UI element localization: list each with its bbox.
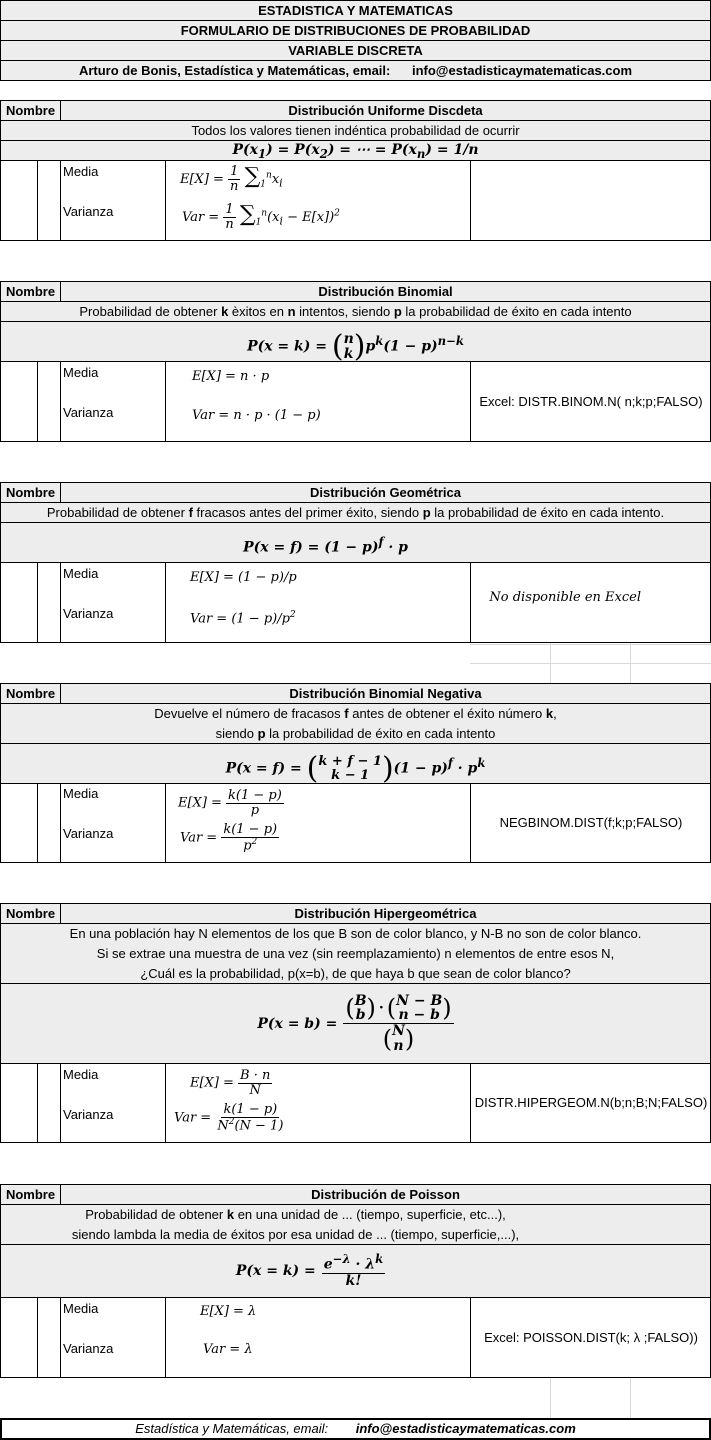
section-description: Devuelve el número de fracasos f antes de obtener el éxito número k, siendo p la probabilidad de éxito en cada intento — [0, 703, 711, 744]
section-description: Todos los valores tienen indéntica probabilidad de ocurrir — [0, 120, 711, 141]
section-description: En una población hay N elementos de los que B son de color blanco, y N-B no son de color blanco. Si se extrae una muestra de una vez (sin reemplazamiento) n elementos de entre esos N, ¿Cuál es la probabilidad, p(x=b), de que haya b que sean de color blanco? — [0, 923, 711, 984]
media-label: Media — [63, 164, 99, 179]
section-title: Distribución Hipergeométrica — [60, 903, 711, 924]
section-title: Distribución Binomial — [60, 281, 711, 302]
excel-function: DISTR.HIPERGEOM.N(b;n;B;N;FALSO) — [474, 1095, 708, 1110]
section-title: Distribución Binomial Negativa — [60, 683, 711, 704]
nombre-label: Nombre — [0, 683, 61, 704]
excel-function: Excel: POISSON.DIST(k; λ ;FALSO)) — [484, 1330, 698, 1345]
section-description: Probabilidad de obtener f fracasos antes del primer éxito, siendo p la probabilidad de éxito en cada intento. — [0, 502, 711, 523]
media-label: Media — [63, 566, 99, 581]
mean-formula: E[X] = $\frac{1}{n}$ $\sum_1^nx_i$ — [180, 164, 283, 194]
excel-function: No disponible en Excel — [489, 590, 641, 605]
section-binomial — [0, 281, 711, 442]
nombre-label: Nombre — [0, 903, 61, 924]
footer — [0, 1418, 711, 1440]
varianza-label: Varianza — [63, 606, 114, 621]
media-label: Media — [63, 786, 99, 801]
section-hipergeometrica — [0, 903, 711, 1143]
mean-formula: E[X] = $\frac{k(1 - p)}{p}$ — [178, 788, 282, 818]
variance-formula: Var = $\frac{1}{n}$ $\sum_1^n(x_i - E[x])^2$ — [182, 202, 340, 232]
section-title: Distribución Uniforme Discdeta — [60, 100, 711, 121]
section-title: Distribución de Poisson — [60, 1184, 711, 1205]
probability-formula: P(x = k) = ( n k ) $p^k(1 - p)^{n-k}$ — [0, 321, 711, 362]
title-line-2: FORMULARIO DE DISTRIBUCIONES DE PROBABILIDAD — [0, 20, 711, 41]
nombre-label: Nombre — [0, 1184, 61, 1205]
nombre-label: Nombre — [0, 281, 61, 302]
mean-formula: E[X] = $\frac{B \cdot n}{N}$ — [190, 1068, 271, 1098]
variance-formula: Var = $(1 - p)/p^2$ — [190, 610, 296, 627]
author-text: Arturo de Bonis, Estadística y Matemáticas, email: — [78, 63, 391, 78]
variance-formula: Var = n · p · (1 − p) — [192, 408, 321, 423]
varianza-label: Varianza — [63, 405, 114, 420]
varianza-label: Varianza — [63, 1341, 114, 1356]
section-geometrica — [0, 482, 711, 643]
probability-formula: P(x = k) = $\frac{e^{-\lambda} \cdot \lambda^k}{k!}$ — [0, 1244, 711, 1298]
variance-formula: Var = $\frac{k(1 - p)}{p^2}$ — [180, 822, 278, 853]
varianza-label: Varianza — [63, 826, 114, 841]
mean-formula: E[X] = (1 − p)/p — [190, 570, 297, 585]
title-line-1: ESTADISTICA Y MATEMATICAS — [0, 0, 711, 21]
section-description: Probabilidad de obtener k en una unidad de ... (tiempo, superficie, etc...), siendo lambda la media de éxitos por esa unidad de ... (tiempo, superficie,...), — [0, 1204, 711, 1245]
author-email[interactable]: info@estadisticaymatematicas.com — [411, 63, 633, 78]
probability-formula: P(x = f) = ( k + f − 1 k − 1 ) $(1 - p)^f \cdot p^k$ — [0, 743, 711, 784]
title-line-3: VARIABLE DISCRETA — [0, 40, 711, 61]
section-binomial-negativa — [0, 683, 711, 863]
variance-formula: Var = $\frac{k(1 - p)}{N^2(N - 1)}$ — [174, 1102, 284, 1133]
section-poisson — [0, 1184, 711, 1378]
excel-function: Excel: DISTR.BINOM.N( n;k;p;FALSO) — [479, 394, 703, 409]
media-label: Media — [63, 1067, 99, 1082]
varianza-label: Varianza — [63, 1107, 114, 1122]
nombre-label: Nombre — [0, 100, 61, 121]
mean-formula: E[X] = n · p — [192, 369, 270, 384]
nombre-label: Nombre — [0, 482, 61, 503]
footer-text: Estadística y Matemáticas, email: — [135, 1421, 329, 1436]
section-description: Probabilidad de obtener k èxitos en n intentos, siendo p la probabilidad de éxito en cada intento — [0, 301, 711, 322]
varianza-label: Varianza — [63, 204, 114, 219]
media-label: Media — [63, 1301, 99, 1316]
excel-function — [471, 160, 711, 241]
mean-formula: E[X] = λ — [200, 1304, 257, 1319]
footer-email[interactable]: info@estadisticaymatematicas.com — [355, 1421, 576, 1436]
media-label: Media — [63, 365, 99, 380]
author-line — [0, 60, 711, 81]
probability-formula: $P(x_1) = P(x_2)$ = ⋯ = $P(x_n) = 1/n$ — [0, 140, 711, 161]
excel-function: NEGBINOM.DIST(f;k;p;FALSO) — [499, 815, 683, 830]
variance-formula: Var = λ — [203, 1342, 253, 1357]
probability-formula: $P(x = f) = (1 - p)^f \cdot p$ — [0, 522, 711, 563]
section-title: Distribución Geométrica — [60, 482, 711, 503]
probability-formula: P(x = b) = ( B b ) · ( N − B n − b ) ( N n ) — [0, 983, 711, 1064]
section-uniforme — [0, 100, 711, 241]
